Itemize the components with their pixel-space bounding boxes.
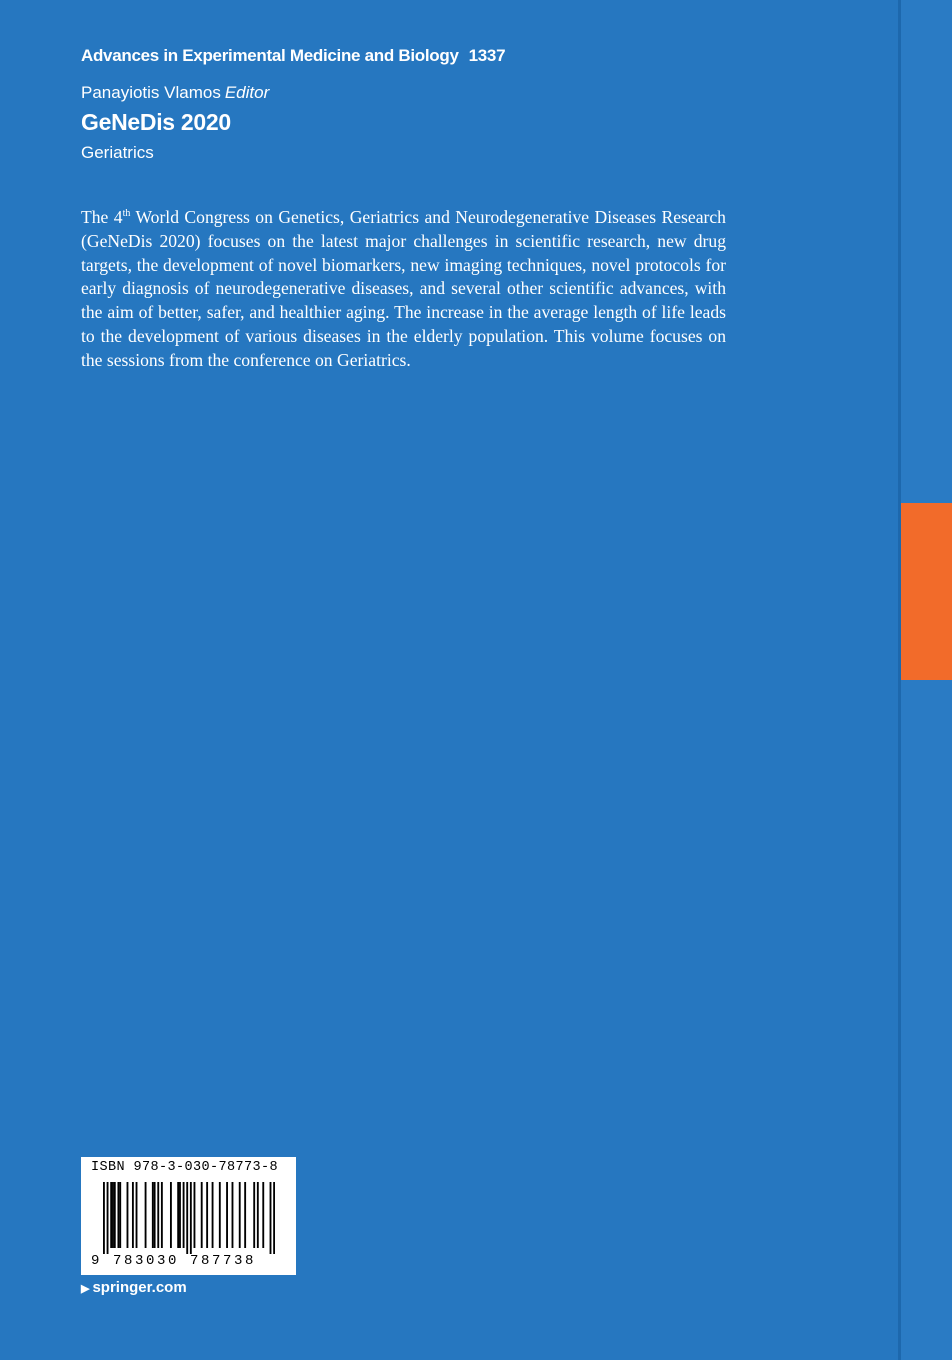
barcode-bar [179, 1182, 181, 1248]
barcode-bar [145, 1182, 147, 1248]
barcode-bar [132, 1182, 134, 1248]
barcode-bar [127, 1182, 129, 1248]
barcode-bar [206, 1182, 208, 1248]
editor-line [81, 83, 269, 103]
barcode-bar [270, 1182, 272, 1254]
barcode-bar [190, 1182, 192, 1254]
barcode-bar [273, 1182, 275, 1254]
barcode-bar [212, 1182, 214, 1248]
blurb-ordinal-suffix: th [122, 208, 131, 220]
barcode-bar [177, 1182, 179, 1248]
barcode-bar [219, 1182, 221, 1248]
barcode-bar [186, 1182, 188, 1254]
editor-role: Editor [224, 83, 270, 102]
barcode-bar [170, 1182, 172, 1248]
barcode-bar [157, 1182, 159, 1248]
blurb-body: World Congress on Genetics, Geriatrics and Neurodegenerative Diseases Research (GeNeDis 2020) focuses on the latest major challenges in scientific research, new drug targets, the development of novel biomarkers, new imaging techniques, novel protocols for early diagnosis of neurodegenerative diseases, and several other scientific advances, with the aim of better, safer, and healthier aging. The increase in the average length of life leads to the development of various diseases in the elderly population. This volume focuses on the sessions from the conference on Geriatrics. [81, 207, 726, 370]
barcode-bar [114, 1182, 116, 1248]
series-line [81, 46, 505, 66]
editor-name: Panayiotis Vlamos [81, 83, 221, 102]
publisher-link[interactable] [81, 1279, 187, 1296]
barcode-bar [119, 1182, 121, 1248]
barcode-bar [232, 1182, 234, 1248]
barcode-bar [152, 1182, 154, 1248]
barcode-bar [103, 1182, 105, 1254]
barcode-bar [107, 1182, 109, 1254]
orange-color-tab [901, 503, 952, 680]
barcode-bar [110, 1182, 112, 1248]
barcode-bar [226, 1182, 228, 1248]
blurb-start: The 4 [81, 207, 123, 227]
barcode-bar [183, 1182, 185, 1248]
barcode-bar [117, 1182, 119, 1248]
barcode-bar [136, 1182, 138, 1248]
isbn-barcode-box [81, 1157, 296, 1275]
barcode-bar [239, 1182, 241, 1248]
barcode-digits: 9 783030 787738 [91, 1253, 257, 1269]
play-arrow-icon: ▶ [81, 1283, 90, 1295]
barcode-bar [253, 1182, 255, 1248]
series-volume: 1337 [468, 46, 506, 65]
series-name: Advances in Experimental Medicine and Biology [81, 46, 459, 65]
book-title: GeNeDis 2020 [81, 109, 231, 135]
barcode-bar [194, 1182, 196, 1248]
spine-edge [901, 0, 952, 1360]
barcode-bar [112, 1182, 114, 1248]
barcode-image [103, 1182, 275, 1254]
description-blurb [81, 206, 726, 373]
barcode-bar [262, 1182, 264, 1248]
publisher-url: springer.com [92, 1279, 187, 1296]
barcode-bar [257, 1182, 259, 1248]
barcode-bar [201, 1182, 203, 1248]
barcode-bar [154, 1182, 156, 1248]
barcode-bar [161, 1182, 163, 1248]
book-subtitle: Geriatrics [81, 143, 154, 162]
barcode-bar [244, 1182, 246, 1248]
isbn-label: ISBN 978-3-030-78773-8 [91, 1160, 279, 1175]
